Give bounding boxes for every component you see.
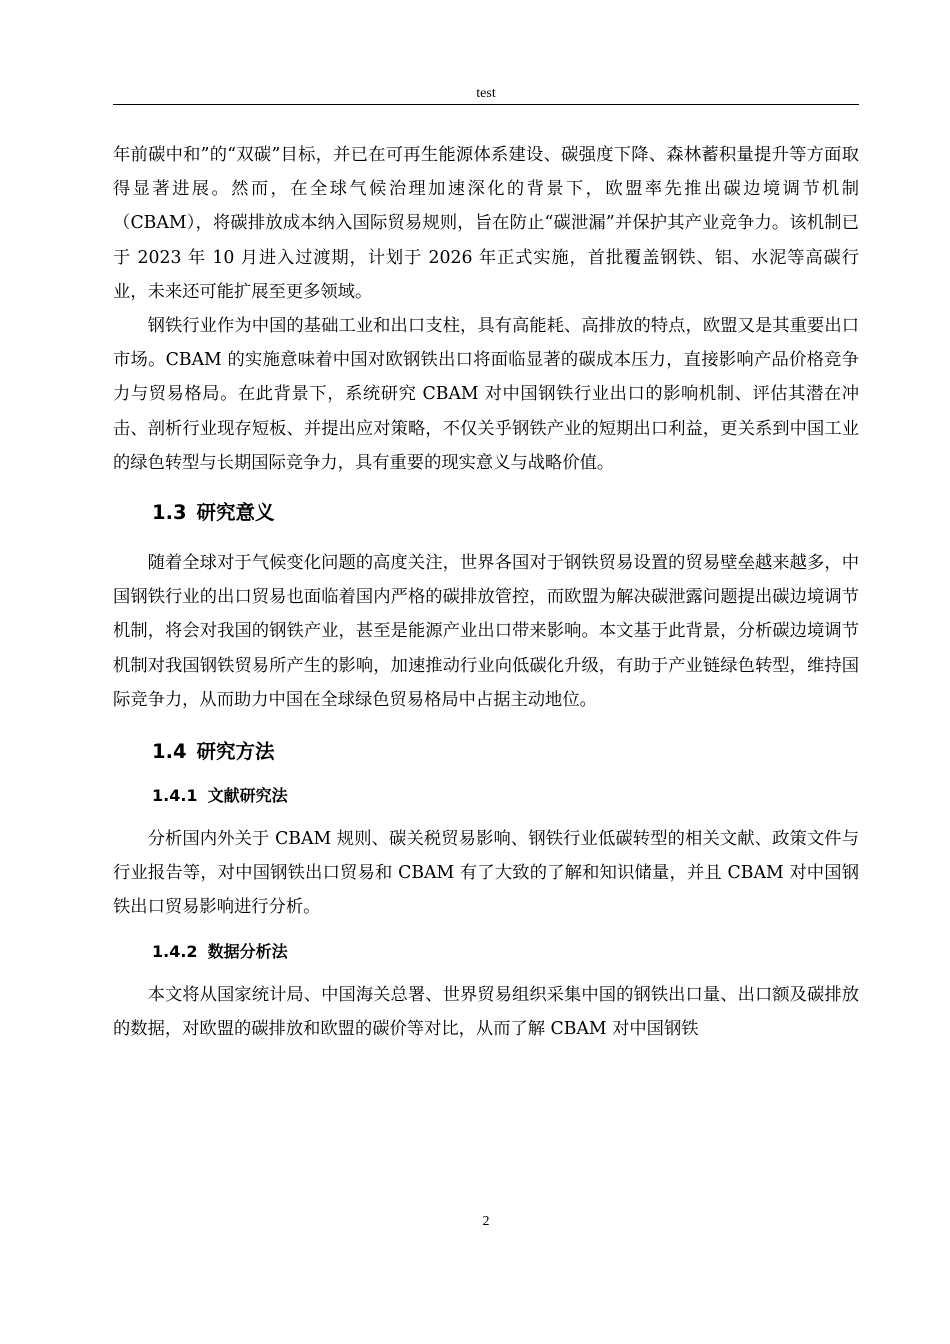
header-rule [113, 104, 859, 105]
section-number: 1.4 [152, 740, 187, 764]
paragraph-continuation: 年前碳中和”的“双碳”目标，并已在可再生能源体系建设、碳强度下降、森林蓄积量提升等方面取得显著进展。然而，在全球气候治理加速深化的背景下，欧盟率先推出碳边境调节机制（CBAM），将碳排放成本纳入国际贸易规则，旨在防止“碳泄漏”并保护其产业竞争力。该机制已于 2023 年 10 月进入过渡期，计划于 2026 年正式实施，首批覆盖钢铁、铝、水泥等高碳行业，未来还可能扩展至更多领域。 [113, 145, 859, 302]
paragraph-data-analysis-method: 本文将从国家统计局、中国海关总署、世界贸易组织采集中国的钢铁出口量、出口额及碳排放的数据，对欧盟的碳排放和欧盟的碳价等对比，从而了解 CBAM 对中国钢铁 [113, 984, 859, 1039]
subsection-number: 1.4.2 [152, 941, 198, 961]
page-number: 2 [482, 1214, 490, 1229]
subsection-heading-1-4-2 [113, 941, 859, 963]
subsection-title: 文献研究法 [207, 786, 288, 806]
paragraph-literature-method: 分析国内外关于 CBAM 规则、碳关税贸易影响、钢铁行业低碳转型的相关文献、政策文件与行业报告等，对中国钢铁出口贸易和 CBAM 有了大致的了解和知识储量，并且 CBAM 对中国钢铁出口贸易影响进行分析。 [113, 829, 859, 918]
page-header: test [476, 86, 496, 101]
subsection-heading-1-4-1 [113, 785, 859, 807]
subsection-number: 1.4.1 [152, 786, 198, 806]
subsection-title: 数据分析法 [207, 941, 288, 961]
body-text [113, 138, 859, 1046]
section-heading-1-4 [113, 739, 859, 765]
paragraph-research-significance: 随着全球对于气候变化问题的高度关注，世界各国对于钢铁贸易设置的贸易壁垒越来越多，中国钢铁行业的出口贸易也面临着国内严格的碳排放管控，而欧盟为解决碳泄露问题提出碳边境调节机制，将会对我国的钢铁产业，甚至是能源产业出口带来影响。本文基于此背景，分析碳边境调节机制对我国钢铁贸易所产生的影响，加速推动行业向低碳化升级，有助于产业链绿色转型，维持国际竞争力，从而助力中国在全球绿色贸易格局中占据主动地位。 [113, 553, 859, 710]
section-title: 研究方法 [196, 740, 275, 764]
section-heading-1-3 [113, 500, 859, 526]
section-number: 1.3 [152, 501, 187, 525]
paragraph-steel-industry: 钢铁行业作为中国的基础工业和出口支柱，具有高能耗、高排放的特点，欧盟又是其重要出口市场。CBAM 的实施意味着中国对欧钢铁出口将面临显著的碳成本压力，直接影响产品价格竞争力与贸易格局。在此背景下，系统研究 CBAM 对中国钢铁行业出口的影响机制、评估其潜在冲击、剖析行业现存短板、并提出应对策略，不仅关乎钢铁产业的短期出口利益，更关系到中国工业的绿色转型与长期国际竞争力，具有重要的现实意义与战略价值。 [113, 316, 859, 473]
section-title: 研究意义 [196, 501, 275, 525]
